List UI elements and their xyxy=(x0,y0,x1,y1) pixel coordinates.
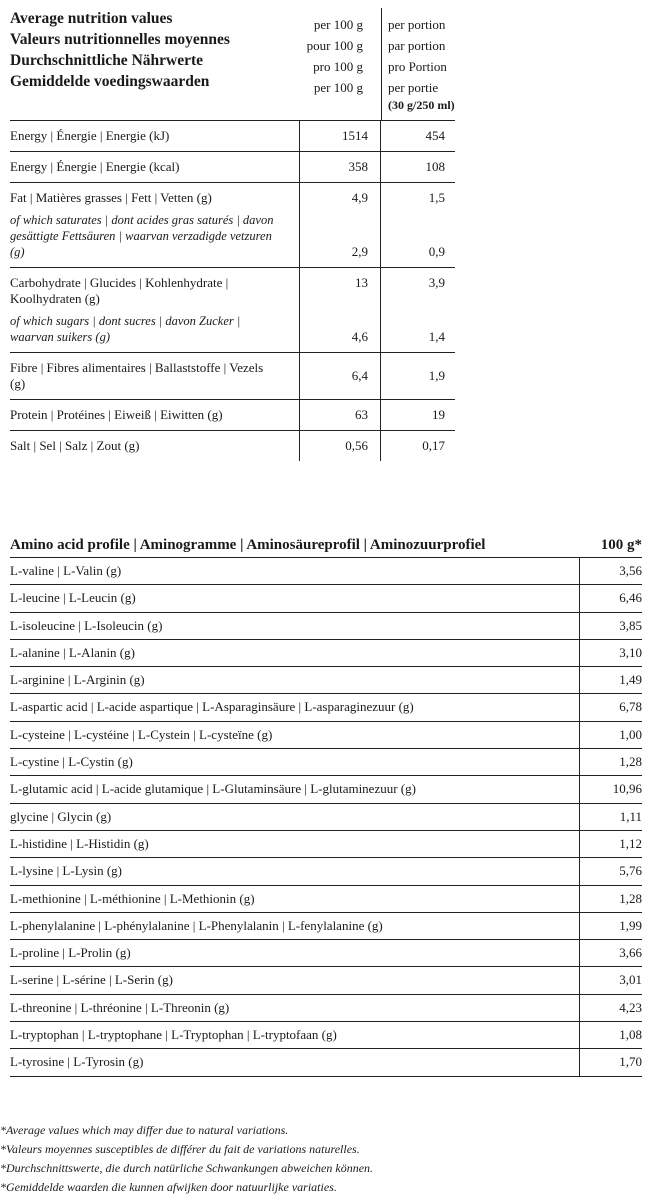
per-portion-label: par portion xyxy=(388,38,446,53)
amino-acid-name: L-arginine | L-Arginin (g) xyxy=(10,667,580,693)
nutrition-row-fibre xyxy=(10,353,455,400)
per-100g-label: per 100 g xyxy=(313,17,363,32)
amino-acid-value: 1,08 xyxy=(619,1027,642,1043)
amino-row xyxy=(10,995,642,1022)
amino-acid-name: L-valine | L-Valin (g) xyxy=(10,558,580,584)
nutrition-title: Valeurs nutritionnelles moyennes xyxy=(10,31,230,48)
nutrient-per100: 358 xyxy=(300,152,381,182)
amino-acid-value: 1,99 xyxy=(619,917,642,933)
amino-row xyxy=(10,804,642,831)
amino-row xyxy=(10,585,642,612)
amino-acid-name: L-tyrosine | L-Tyrosin (g) xyxy=(10,1049,580,1075)
nutrient-label: Fat | Matières grasses | Fett | Vetten (g) xyxy=(10,190,212,205)
nutrient-per-portion: 1,5 xyxy=(428,190,445,205)
nutrition-title: Durchschnittliche Nährwerte xyxy=(10,52,204,69)
nutrient-sub-per100: 2,9 xyxy=(351,244,368,259)
portion-size: (30 g/250 ml) xyxy=(388,98,455,112)
amino-row xyxy=(10,1049,642,1076)
nutrient-per100-group xyxy=(300,183,381,267)
per-100g-header xyxy=(280,14,363,98)
amino-acid-value: 4,23 xyxy=(619,999,642,1015)
nutrient-label: Salt | Sel | Salz | Zout (g) xyxy=(10,431,300,461)
amino-row xyxy=(10,913,642,940)
amino-acid-name: L-aspartic acid | L-acide aspartique | L-Asparaginsäure | L-asparaginezuur (g) xyxy=(10,694,580,720)
amino-acid-name: L-methionine | L-méthionine | L-Methionin (g) xyxy=(10,886,580,912)
nutrient-per100-group xyxy=(300,268,381,352)
amino-acid-name: L-threonine | L-thréonine | L-Threonin (g) xyxy=(10,995,580,1021)
amino-acid-value: 3,01 xyxy=(619,972,642,988)
nutrient-per-portion: 0,17 xyxy=(422,438,445,453)
amino-row xyxy=(10,667,642,694)
nutrition-row-energy-kj xyxy=(10,121,455,152)
amino-acid-value: 10,96 xyxy=(612,781,642,797)
amino-row xyxy=(10,694,642,721)
amino-row xyxy=(10,749,642,776)
nutrient-sub-per-portion: 0,9 xyxy=(428,244,445,259)
nutrient-per100: 13 xyxy=(355,275,368,290)
amino-acid-name: L-cystine | L-Cystin (g) xyxy=(10,749,580,775)
nutrient-per100: 1514 xyxy=(300,121,381,151)
amino-acid-value: 1,28 xyxy=(619,754,642,770)
amino-row xyxy=(10,640,642,667)
nutrient-sub-per100: 4,6 xyxy=(351,329,368,344)
amino-table xyxy=(10,535,642,1077)
amino-acid-name: L-cysteine | L-cystéine | L-Cystein | L-cysteïne (g) xyxy=(10,722,580,748)
footnote: *Durchschnittswerte, die durch natürliche Schwankungen abweichen können. xyxy=(0,1161,374,1175)
amino-acid-value: 3,56 xyxy=(619,563,642,578)
amino-acid-name: L-phenylalanine | L-phénylalanine | L-Phenylalanin | L-fenylalanine (g) xyxy=(10,913,580,939)
nutrient-sub-label: of which saturates | dont acides gras saturés | davon gesättigte Fettsäuren | waarvan verzadigde vetzuren (g) xyxy=(10,213,274,259)
nutrition-table xyxy=(10,8,455,461)
nutrient-per-portion-group xyxy=(381,183,455,267)
nutrient-label: Energy | Énergie | Energie (kJ) xyxy=(10,121,300,151)
amino-row xyxy=(10,1022,642,1049)
nutrient-label: Protein | Protéines | Eiweiß | Eiwitten (g) xyxy=(10,400,300,430)
nutrition-row-fat xyxy=(10,183,455,268)
nutrition-row-carbohydrate xyxy=(10,268,455,353)
nutrition-title: Average nutrition values xyxy=(10,10,173,27)
nutrient-per100: 0,56 xyxy=(300,431,381,461)
amino-acid-value: 1,00 xyxy=(619,726,642,742)
per-portion-label: per portion xyxy=(388,17,446,32)
nutrient-label-group xyxy=(10,183,300,267)
footnote: *Average values which may differ due to natural variations. xyxy=(0,1123,289,1137)
nutrient-per100: 63 xyxy=(300,400,381,430)
nutrient-per-portion: 454 xyxy=(425,128,445,143)
amino-acid-value: 5,76 xyxy=(619,863,642,879)
amino-row xyxy=(10,831,642,858)
per-100g-label: pro 100 g xyxy=(313,59,363,74)
per-100g-label: pour 100 g xyxy=(306,38,363,53)
amino-acid-name: L-alanine | L-Alanin (g) xyxy=(10,640,580,666)
nutrition-rows xyxy=(10,120,455,461)
footnote: *Valeurs moyennes susceptibles de différer du fait de variations naturelles. xyxy=(0,1142,360,1156)
footnotes xyxy=(0,1121,653,1197)
amino-acid-name: L-histidine | L-Histidin (g) xyxy=(10,831,580,857)
nutrient-sub-label: of which sugars | dont sucres | davon Zucker | waarvan suikers (g) xyxy=(10,314,241,344)
amino-acid-value: 3,85 xyxy=(619,617,642,633)
per-portion-label: pro Portion xyxy=(388,59,447,74)
nutrient-per-portion: 108 xyxy=(425,159,445,174)
nutrient-label: Carbohydrate | Glucides | Kohlenhydrate | Koolhydraten (g) xyxy=(10,275,229,306)
footnote: *Gemiddelde waarden die kunnen afwijken door natuurlijke variaties. xyxy=(0,1180,337,1194)
amino-header-value: 100 g* xyxy=(600,537,642,553)
amino-acid-name: L-glutamic acid | L-acide glutamique | L-Glutaminsäure | L-glutaminezuur (g) xyxy=(10,776,580,802)
amino-acid-name: L-lysine | L-Lysin (g) xyxy=(10,858,580,884)
amino-acid-name: L-tryptophan | L-tryptophane | L-Tryptophan | L-tryptofaan (g) xyxy=(10,1022,580,1048)
amino-acid-value: 1,70 xyxy=(619,1054,642,1070)
nutrient-label: Fibre | Fibres alimentaires | Ballaststoffe | Vezels (g) xyxy=(10,353,300,399)
nutrient-label-group xyxy=(10,268,300,352)
amino-row xyxy=(10,776,642,803)
amino-acid-value: 1,49 xyxy=(619,672,642,688)
amino-acid-name: L-leucine | L-Leucin (g) xyxy=(10,585,580,611)
nutrition-row-salt xyxy=(10,431,455,461)
per-portion-header xyxy=(388,14,488,112)
amino-acid-value: 3,10 xyxy=(619,644,642,660)
nutrient-per-portion: 19 xyxy=(432,407,445,422)
nutrient-per-portion-group xyxy=(381,268,455,352)
amino-row xyxy=(10,558,642,585)
amino-acid-value: 1,12 xyxy=(619,835,642,851)
nutrient-per-portion: 3,9 xyxy=(428,275,445,290)
amino-acid-value: 6,46 xyxy=(619,590,642,606)
amino-header-label: Amino acid profile | Aminogramme | Aminosäureprofil | Aminozuurprofiel xyxy=(10,537,486,553)
amino-acid-value: 3,66 xyxy=(619,945,642,961)
nutrition-row-energy-kcal xyxy=(10,152,455,183)
amino-row xyxy=(10,613,642,640)
amino-rows xyxy=(10,558,642,1077)
amino-acid-value: 1,28 xyxy=(619,890,642,906)
amino-acid-value: 1,11 xyxy=(619,808,642,824)
amino-row xyxy=(10,967,642,994)
nutrient-label: Energy | Énergie | Energie (kcal) xyxy=(10,152,300,182)
header-divider xyxy=(381,8,382,120)
amino-row xyxy=(10,940,642,967)
per-100g-label: per 100 g xyxy=(313,80,363,95)
amino-acid-name: L-serine | L-sérine | L-Serin (g) xyxy=(10,967,580,993)
amino-acid-name: glycine | Glycin (g) xyxy=(10,804,580,830)
amino-acid-name: L-isoleucine | L-Isoleucin (g) xyxy=(10,613,580,639)
nutrition-titles xyxy=(10,8,280,92)
nutrient-per100: 6,4 xyxy=(300,353,381,399)
amino-acid-value: 6,78 xyxy=(619,699,642,715)
nutrient-per-portion: 1,9 xyxy=(428,368,445,383)
amino-row xyxy=(10,886,642,913)
amino-acid-name: L-proline | L-Prolin (g) xyxy=(10,940,580,966)
amino-header xyxy=(10,535,642,558)
amino-row xyxy=(10,722,642,749)
nutrient-sub-per-portion: 1,4 xyxy=(428,329,445,344)
amino-row xyxy=(10,858,642,885)
nutrient-per100: 4,9 xyxy=(351,190,368,205)
nutrition-row-protein xyxy=(10,400,455,431)
nutrition-title: Gemiddelde voedingswaarden xyxy=(10,73,210,90)
nutrition-header xyxy=(10,8,455,120)
per-portion-label: per portie xyxy=(388,80,439,95)
